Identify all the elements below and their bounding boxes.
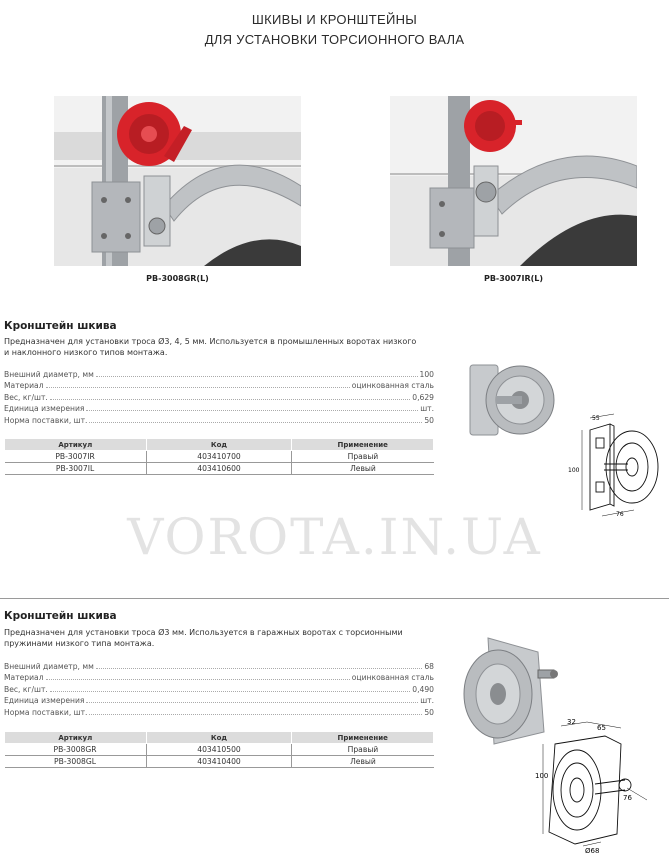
spec-row [4,671,434,683]
page-title-line2: ДЛЯ УСТАНОВКИ ТОРСИОННОГО ВАЛА [204,32,465,47]
spec-value: 68 [424,661,434,671]
table-cell: 403410600 [146,463,292,475]
product1-description-line2: и наклонного низкого типов монтажа. [4,348,168,357]
table-cell: Правый [292,744,434,756]
spec-value: оцинкованная сталь [351,381,434,391]
product1-title: Кронштейн шкива [4,320,117,332]
drawing2-dim-top-left: 32 [567,718,576,726]
product2-drawing [535,714,667,854]
table-cell: PB-3007IL [5,463,147,475]
drawing1-dim-bottom: 76 [616,511,624,518]
drawing2-dim-bottom: Ø68 [585,847,600,854]
table-header-code: Код [146,439,292,451]
table-cell: 403410400 [146,756,292,768]
spec-value: 50 [424,415,434,425]
product2-title: Кронштейн шкива [4,610,117,622]
table-cell: Правый [292,451,434,463]
spec-row [4,705,434,717]
spec-name: Норма поставки, шт. [4,707,88,717]
spec-name: Внешний диаметр, мм [4,369,94,379]
table-header-code: Код [146,732,292,744]
spec-name: Единица измерения [4,696,85,706]
table-header-article: Артикул [5,439,147,451]
table-header-article: Артикул [5,732,147,744]
table-cell: Левый [292,756,434,768]
spec-row [4,659,434,671]
spec-row [4,379,434,391]
spec-row [4,367,434,379]
spec-value: шт. [420,696,434,706]
table-header-application: Применение [292,732,434,744]
product1-photo [462,355,558,445]
photo-caption-pb3007: PB-3007IR(L) [483,274,544,283]
drawing1-dim-top: 55 [592,415,600,422]
product2-description-line1: Предназначен для установки троса Ø3 мм. Используется в гаражных воротах с торсионными [4,628,403,637]
product1-specs [4,367,434,425]
product2-specs [4,659,434,717]
spec-name: Вес, кг/шт. [4,684,48,694]
product1-description-line1: Предназначен для установки троса Ø3, 4, 5 мм. Используется в промышленных воротах низкого [4,337,417,346]
drawing1-dim-left: 100 [568,467,580,474]
table-cell: Левый [292,463,434,475]
spec-row [4,694,434,706]
spec-value: 0,629 [412,392,434,402]
spec-row [4,682,434,694]
table-row [5,451,434,463]
spec-name: Вес, кг/шт. [4,392,48,402]
drawing2-dim-top-right: 65 [597,724,606,732]
drawing2-dim-left: 100 [535,772,549,780]
product2-table [4,731,434,768]
table-cell: 403410500 [146,744,292,756]
spec-name: Норма поставки, шт. [4,415,88,425]
table-cell: 403410700 [146,451,292,463]
spec-name: Материал [4,381,44,391]
table-header-application: Применение [292,439,434,451]
spec-name: Материал [4,673,44,683]
photo-pb3008-installed [54,96,301,266]
spec-value: шт. [420,404,434,414]
product2-description-line2: пружинами низкого типа монтажа. [4,639,155,648]
table-row [5,744,434,756]
product1-table [4,438,434,475]
spec-value: 50 [424,707,434,717]
spec-name: Единица измерения [4,404,85,414]
product1-description [4,336,424,358]
table-row [5,463,434,475]
spec-name: Внешний диаметр, мм [4,661,94,671]
watermark: VOROTA.IN.UA [127,508,542,566]
section-divider [0,598,669,599]
spec-row [4,390,434,402]
table-cell: PB-3008GL [5,756,147,768]
spec-value: 0,490 [412,684,434,694]
spec-row [4,413,434,425]
spec-value: оцинкованная сталь [351,673,434,683]
photo-caption-pb3008: PB-3008GR(L) [146,274,209,283]
spec-row [4,402,434,414]
photo-pb3007-installed [390,96,637,266]
spec-value: 100 [419,369,434,379]
page-title-line1: ШКИВЫ И КРОНШТЕЙНЫ [251,12,418,27]
drawing2-dim-right: 76 [623,794,632,802]
table-row [5,756,434,768]
table-cell: PB-3008GR [5,744,147,756]
table-cell: PB-3007IR [5,451,147,463]
product2-description [4,627,424,649]
product1-drawing [562,412,667,520]
